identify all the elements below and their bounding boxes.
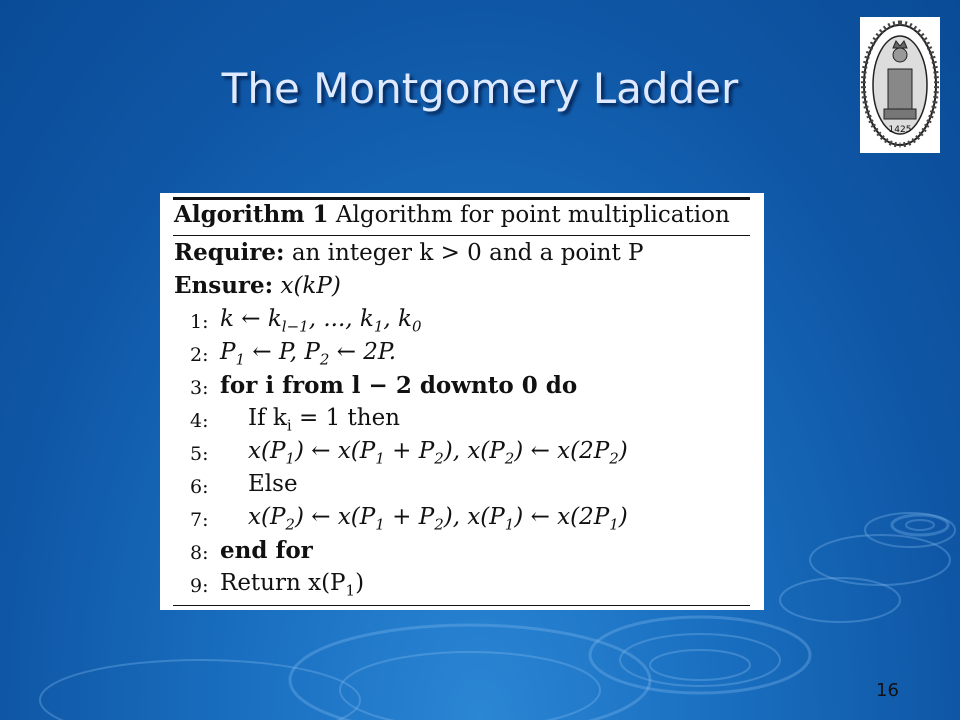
page-number: 16 [876, 680, 899, 701]
line-number: 4: [190, 410, 209, 432]
line-number: 7: [190, 509, 209, 531]
code-line-7: $x(P_2)$ ← $x(P_1 + P_2)$, $x(P_1)$ ← $x(2P_1)$ [248, 504, 628, 534]
code-line-6: Else [248, 471, 298, 497]
line-number: 9: [190, 575, 209, 597]
code-line-9: Return $x(P_1)$ [220, 570, 365, 600]
line-number: 6: [190, 476, 209, 498]
line-number: 5: [190, 443, 209, 465]
code-line-5: $x(P_1)$ ← $x(P_1 + P_2)$, $x(P_2)$ ← $x(2P_2)$ [248, 438, 628, 468]
logo-year: 1425 [888, 125, 912, 135]
line-number: 3: [190, 377, 209, 399]
bottom-rule [173, 605, 750, 606]
require-text: an integer k > 0 and a point P [291, 240, 644, 266]
line-number: 1: [190, 311, 209, 333]
algorithm-box [160, 193, 764, 610]
ensure-label: Ensure: [174, 272, 274, 299]
algorithm-caption [174, 201, 730, 228]
ensure-line [174, 272, 341, 299]
code-line-8: end for [220, 537, 313, 564]
ensure-text: x(kP) [280, 273, 341, 299]
code-line-1: k ← $k_{l-1}$, ..., $k_1$, $k_0$ [220, 306, 422, 336]
require-line [174, 239, 643, 266]
slide-title: The Montgomery Ladder [221, 64, 739, 113]
line-number: 8: [190, 542, 209, 564]
code-line-2: $P_1$ ← P, $P_2$ ← 2P. [220, 339, 397, 369]
caption-label: Algorithm 1 [174, 201, 329, 228]
require-label: Require: [174, 239, 285, 266]
top-rule [173, 197, 750, 200]
code-line-3: for i from l − 2 downto 0 do [220, 372, 578, 399]
mid-rule [173, 235, 750, 236]
line-number: 2: [190, 344, 209, 366]
caption-text: Algorithm for point multiplication [335, 202, 730, 228]
code-line-4: If $k_i = 1$ then [248, 405, 400, 435]
university-seal-logo [860, 17, 940, 153]
